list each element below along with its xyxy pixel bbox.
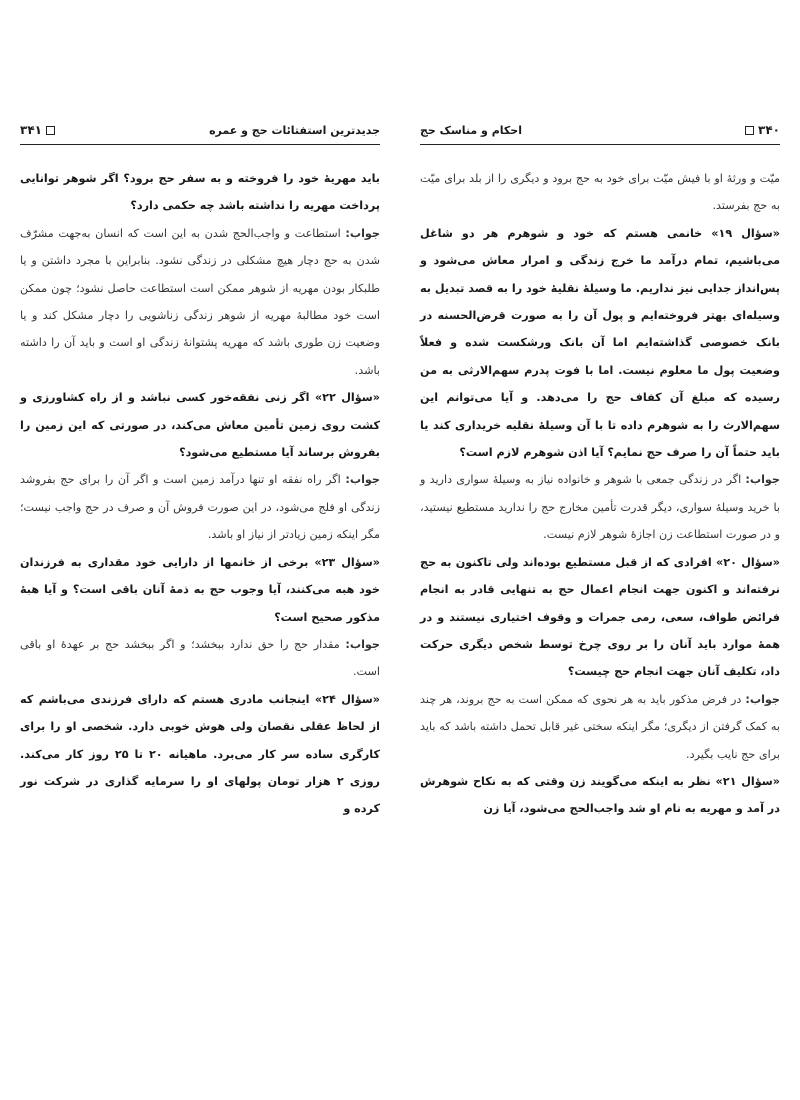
question-text: باید مهریهٔ خود را فروخته و به سفر حج برود؟ اگر شوهر توانایی پرداخت مهریه را نداشته باشد چه حکمی دارد؟	[20, 172, 380, 213]
question-paragraph	[20, 686, 380, 823]
running-header	[420, 118, 780, 145]
question-paragraph	[20, 165, 380, 220]
answer-label: جواب:	[745, 473, 780, 487]
left-page	[20, 118, 380, 823]
answer-paragraph	[420, 466, 780, 548]
answer-paragraph	[20, 631, 380, 686]
answer-text: اگر در زندگی جمعی با شوهر و خانواده نیاز به وسیلهٔ سواری دارید و با خرید وسیلهٔ سواری، دیگر قدرت تأمین مخارج حج را ندارید مستطیع نیستید، و در صورت استطاعت زن اجازهٔ شوهر لازم نیست.	[420, 473, 780, 542]
question-label: «سؤال ۲۴»	[314, 692, 380, 706]
answer-label: جواب:	[345, 473, 380, 487]
question-label: «سؤال ۱۹»	[711, 226, 780, 240]
header-title: جدیدترین استفتائات حج و عمره	[209, 124, 380, 137]
question-paragraph	[420, 549, 780, 686]
question-label: «سؤال ۲۲»	[314, 391, 380, 405]
answer-paragraph	[20, 466, 380, 548]
square-ornament-icon	[46, 126, 55, 135]
question-text: برخی از خانمها از دارایی خود مقداری به فرزندان خود هبه می‌کنند، آیا وجوب حج به ذمهٔ آنان باقی است؟ و آیا هبهٔ مذکور صحیح است؟	[20, 555, 380, 624]
question-paragraph	[20, 384, 380, 466]
question-label: «سؤال ۲۱»	[715, 774, 780, 788]
square-ornament-icon	[745, 126, 754, 135]
page-number: ۳۴۰	[758, 123, 780, 137]
answer-paragraph	[420, 686, 780, 768]
answer-text: در فرض مذکور باید به هر نحوی که ممکن است به حج بروند، هر چند به کمک گرفتن از دیگری؛ مگر اینکه سختی غیر قابل تحمل داشته باشد که باید برای حج نایب بگیرد.	[420, 692, 780, 761]
question-text: اینجانب مادری هستم که دارای فرزندی می‌باشم که از لحاظ عقلی نقصان ولی هوش خوبی دارد. شخصی او را برای کارگری ساده سر کار می‌برد. ماهیانه ۲۰ تا ۲۵ روز کار می‌کند. روزی ۲ هزار تومان پولهای او را سرمایه گذاری در شرکت نور کرده و	[20, 692, 381, 816]
question-text: نظر به اینکه می‌گویند زن وقتی که به نکاح شوهرش در آمد و مهریه به نام او شد واجب‌الحج می‌شود، آیا زن	[420, 774, 780, 816]
answer-label: جواب:	[745, 692, 780, 706]
question-paragraph	[20, 549, 380, 631]
question-paragraph	[420, 768, 780, 823]
answer-paragraph	[20, 220, 380, 384]
question-paragraph	[420, 220, 780, 467]
answer-text: مقدار حج را حق ندارد ببخشد؛ و اگر ببخشد حج بر عهدهٔ او باقی است.	[20, 637, 380, 679]
answer-paragraph	[420, 165, 780, 220]
question-text: خانمی هستم که خود و شوهرم هر دو شاغل می‌باشیم، تمام درآمد ما خرج زندگی و امرار معاش می‌شود و پس‌انداز جدایی نیز نداریم. ما وسیلهٔ نقلیهٔ خود را به قصد تبدیل به وسیله‌ای بهتر فروخته‌ایم و پول آن را به صورت قرض‌الحسنه در بانک خصوصی گذاشته‌ایم اما آن بانک ورشکست شده و فعلاً وضعیت پول ما معلوم نیست. اما با فوت پدرم سهم‌الارثی به من رسیده که مبلغ آن کفاف حج را می‌دهد. و آیا می‌توانم این سهم‌الارث را به شوهرم داده تا با آن وسیلهٔ نقلیه خریداری کند یا باید حتماً آن را صرف حج نمایم؟ آیا اذن شوهرم لازم است؟	[420, 226, 780, 460]
question-text: اگر زنی نفقه‌خور کسی نباشد و از راه کشاورزی و کشت روی زمین تأمین معاش می‌کند، در صورتی که این زمین را بفروش برساند آیا مستطیع می‌شود؟	[20, 391, 380, 460]
answer-text: استطاعت و واجب‌الحج شدن به این است که انسان به‌جهت مشرّف شدن به حج دچار هیچ مشکلی در زندگی نشود. بنابراین با مجرد داشتن و یا طلبکار بودن مهریه از شوهر ممکن است استطاعت حاصل نشود؛ چون ممکن است خود مطالبهٔ مهریه از شوهر زندگی زناشویی را دچار مشکل کند و یا وضعیت زن طوری باشد که مهریه پشتوانهٔ زندگی او است و باید آن را داشته باشد.	[20, 226, 380, 377]
right-page	[420, 118, 780, 823]
question-text: افرادی که از قبل مستطیع بوده‌اند ولی تاکنون به حج نرفته‌اند و اکنون جهت انجام اعمال حج به تنهایی قادر به انجام فرائض طواف، سعی، رمی جمرات و وقوف اختیاری نیستند و در همهٔ موارد باید آنان را بر روی چرخ توسط شخص دیگری حرکت داد، تکلیف آنان جهت انجام حج چیست؟	[420, 555, 780, 679]
question-label: «سؤال ۲۳»	[314, 555, 380, 569]
answer-label: جواب:	[345, 226, 380, 240]
page-number-block	[745, 123, 780, 137]
page-number: ۳۴۱	[20, 123, 42, 137]
answer-text: اگر راه نفقه او تنها درآمد زمین است و اگر آن را برای حج بفروشد زندگی او فلج می‌شود، در این صورت فروش آن و صرف در حج واجب نیست؛ مگر اینکه زمین زیادتر از نیاز او باشد.	[20, 473, 380, 542]
page-body	[20, 165, 380, 823]
answer-label: جواب:	[345, 637, 380, 651]
answer-text: میّت و ورثهٔ او با فیش میّت برای خود به حج برود و دیگری را از بلد برای میّت به حج بفرستد.	[420, 172, 780, 213]
running-header	[20, 118, 380, 145]
page-number-block	[20, 123, 55, 137]
page-body	[420, 165, 780, 823]
header-title: احکام و مناسک حج	[420, 124, 522, 137]
question-label: «سؤال ۲۰»	[716, 555, 780, 569]
